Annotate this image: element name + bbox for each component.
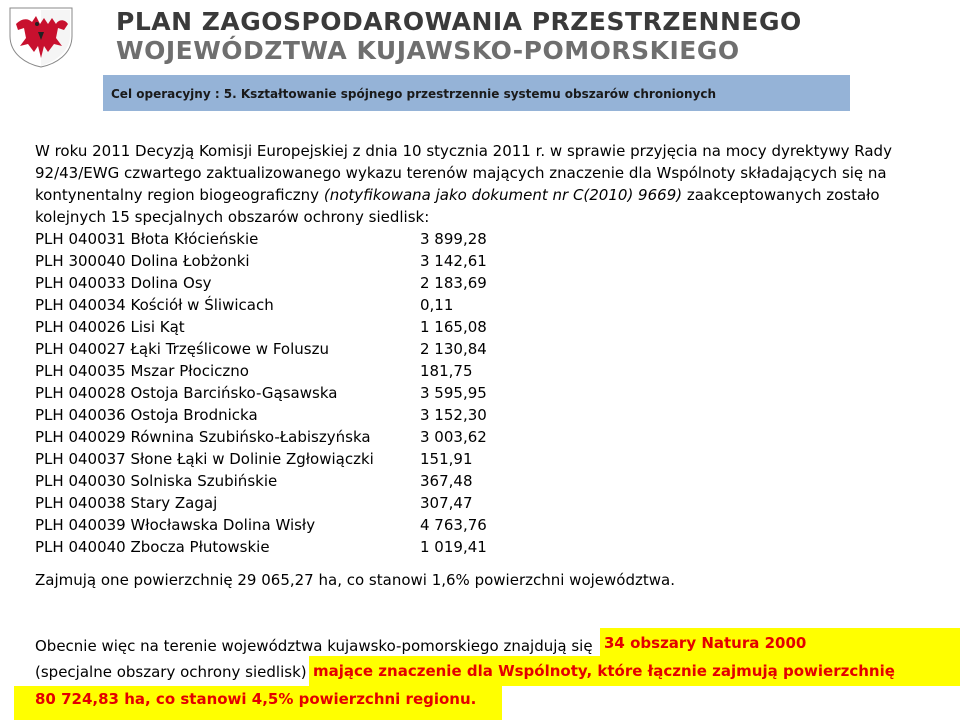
final-line1-text: Obecnie więc na terenie województwa kujawsko-pomorskiego znajdują się	[35, 637, 593, 655]
area-name: PLH 040026 Lisi Kąt	[35, 318, 185, 336]
area-name: PLH 040034 Kościół w Śliwicach	[35, 296, 274, 314]
area-name: PLH 040036 Ostoja Brodnicka	[35, 406, 258, 424]
area-value: 0,11	[420, 296, 454, 314]
objective-banner	[103, 75, 850, 111]
objective-banner-text: Cel operacyjny : 5. Kształtowanie spójnego przestrzennie systemu obszarów chronionych	[111, 87, 717, 101]
area-value: 3 595,95	[420, 384, 487, 402]
area-name: PLH 040031 Błota Kłócieńskie	[35, 230, 259, 248]
area-value: 3 899,28	[420, 230, 487, 248]
final-line2-text: (specjalne obszary ochrony siedlisk)	[35, 663, 307, 681]
area-value: 3 152,30	[420, 406, 487, 424]
total-area-highlight: 80 724,83 ha, co stanowi 4,5% powierzchni regionu.	[14, 686, 502, 720]
document-title-line2: WOJEWÓDZTWA KUJAWSKO-POMORSKIEGO	[116, 36, 740, 65]
list-item	[35, 514, 930, 536]
area-name: PLH 040037 Słone Łąki w Dolinie Zgłowiączki	[35, 450, 374, 468]
area-value: 2 183,69	[420, 274, 487, 292]
intro-paragraph	[35, 140, 930, 228]
area-name: PLH 040027 Łąki Trzęślicowe w Foluszu	[35, 340, 329, 358]
area-value: 3 003,62	[420, 428, 487, 446]
area-name: PLH 040039 Włocławska Dolina Wisły	[35, 516, 316, 534]
area-name: PLH 040035 Mszar Płociczno	[35, 362, 249, 380]
header	[0, 0, 960, 70]
area-name: PLH 300040 Dolina Łobżonki	[35, 252, 250, 270]
list-item	[35, 382, 930, 404]
area-name: PLH 040033 Dolina Osy	[35, 274, 212, 292]
list-item	[35, 470, 930, 492]
intro-text-part1: W roku 2011 Decyzją Komisji Europejskiej z dnia 10 stycznia 2011 r. w sprawie przyjęcia na mocy dyrektywy Rady 92/43/EWG czwartego zaktualizowanego wykazu terenów mających znaczenie dla Wspólnoty składających się na kontynentalny region biogeograficzny	[35, 142, 892, 204]
list-item	[35, 338, 930, 360]
list-item	[35, 294, 930, 316]
area-value: 307,47	[420, 494, 473, 512]
area-value: 181,75	[420, 362, 473, 380]
area-name: PLH 040038 Stary Zagaj	[35, 494, 218, 512]
area-name: PLH 040030 Solniska Szubińskie	[35, 472, 278, 490]
protected-areas-list	[35, 228, 930, 558]
list-item	[35, 536, 930, 558]
content	[35, 140, 930, 591]
intro-text-part2: zaakceptowanych zostało kolejnych 15 specjalnych obszarów ochrony siedlisk:	[35, 186, 880, 226]
area-name: PLH 040029 Równina Szubińsko-Łabiszyńska	[35, 428, 371, 446]
list-item	[35, 272, 930, 294]
document-title-line1: PLAN ZAGOSPODAROWANIA PRZESTRZENNEGO	[116, 7, 802, 36]
area-value: 1 165,08	[420, 318, 487, 336]
summary-text: Zajmują one powierzchnię 29 065,27 ha, co stanowi 1,6% powierzchni województwa.	[35, 571, 675, 589]
area-name: PLH 040040 Zbocza Płutowskie	[35, 538, 270, 556]
area-value: 1 019,41	[420, 538, 487, 556]
significance-highlight: mające znaczenie dla Wspólnoty, które łącznie zajmują powierzchnię	[309, 656, 960, 686]
list-item	[35, 316, 930, 338]
list-item	[35, 448, 930, 470]
natura-count-highlight: 34 obszary Natura 2000	[600, 628, 960, 658]
area-value: 2 130,84	[420, 340, 487, 358]
list-item	[35, 360, 930, 382]
list-item	[35, 426, 930, 448]
list-item	[35, 250, 930, 272]
area-name: PLH 040028 Ostoja Barcińsko-Gąsawska	[35, 384, 338, 402]
coat-of-arms-icon	[8, 6, 74, 68]
area-value: 367,48	[420, 472, 473, 490]
area-value: 151,91	[420, 450, 473, 468]
intro-text-italic: (notyfikowana jako dokument nr C(2010) 9669)	[323, 186, 683, 204]
list-item	[35, 404, 930, 426]
area-value: 4 763,76	[420, 516, 487, 534]
list-item	[35, 228, 930, 250]
list-item	[35, 492, 930, 514]
area-value: 3 142,61	[420, 252, 487, 270]
